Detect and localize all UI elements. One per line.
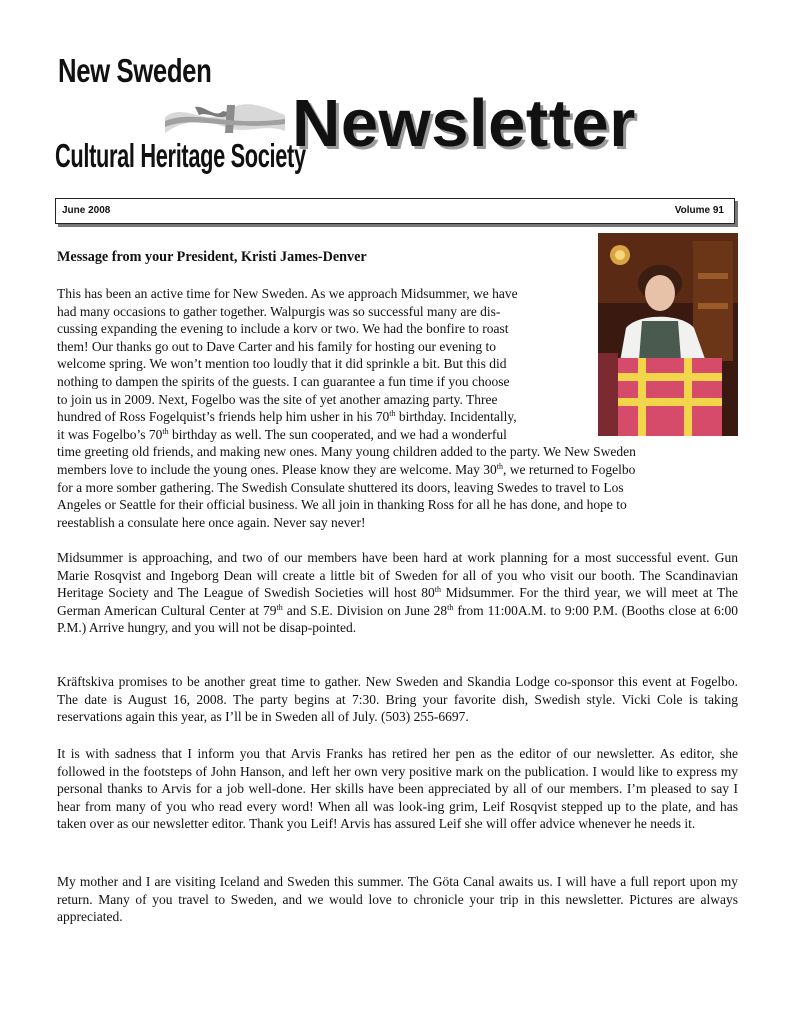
paragraph-text: from 11:00A.M. to 9:00 P.M. (Booths close at 6:00 P.M.) Arrive hungry, and you will not be disap-pointed. — [57, 602, 738, 636]
paragraph-text: Midsummer. For the third year, we will meet at The German American Cultural Center at 79 — [57, 585, 738, 618]
issue-bar — [55, 198, 735, 224]
superscript: th — [434, 585, 441, 595]
paragraph-line: to join us in 2009. Next, Fogelbo was the site of yet another amazing party. Three — [57, 391, 498, 407]
line-text: hundred of Ross Fogelquist’s friends help him usher in his 70 — [57, 409, 390, 425]
paragraph-text: Midsummer is approaching, and two of our members have been hard at work planning for a most successful event. Gun Marie Rosqvist and Ingeborg Dean will create a little bit of Sweden for all of you who visit our booth. The Scandinavian Heritage Society and The League of Swedish Societies will host 80 — [57, 550, 738, 601]
society-logo — [55, 52, 306, 192]
paragraph-line: nothing to dampen the spirits of the guests. I can guarantee a fun time if you choose — [57, 373, 510, 389]
article-paragraph-4: It is with sadness that I inform you that Arvis Franks has retired her pen as the editor of our newsletter. As editor, she followed in the footsteps of John Hanson, and left her own very positive mark on the publication. I would like to express my personal thanks to Arvis for a job well-done. Her skills have been appreciated by all of our members. I’m pleased to say I hear from many of you who read every word! When all was look-ing grim, Leif Rosqvist stepped up to the plate, and has taken over as our newsletter editor. Thank you Leif! Arvis has assured Leif she will offer advice whenever he needs it. — [57, 746, 738, 832]
paragraph-line: reestablish a consulate here once again. Never say never! — [57, 514, 366, 530]
paragraph-line: cussing expanding the evening to include a korv or two. We had the bonfire to roast — [57, 321, 509, 337]
paragraph-line — [57, 426, 590, 444]
superscript: th — [496, 461, 503, 471]
superscript: th — [162, 426, 169, 436]
issue-volume: Volume 91 — [674, 205, 724, 216]
line-text: it was Fogelbo’s 70 — [57, 426, 163, 442]
article-heading: Message from your President, Kristi James-Denver — [57, 249, 367, 265]
superscript: th — [447, 602, 454, 612]
issue-date: June 2008 — [62, 205, 111, 216]
paragraph-line: Angeles or Seattle for their official business. We all join in thanking Ross for all he has done, and hope to — [57, 497, 627, 513]
flag-graphic — [165, 97, 285, 137]
paragraph-line: them! Our thanks go out to Dave Carter and his family for hosting our evening to — [57, 338, 497, 354]
line-text: birthday as well. The sun cooperated, and we had a wonderful — [168, 426, 507, 442]
paragraph-text: and S.E. Division on June 28 — [282, 602, 448, 618]
logo-text-cultural-heritage: Cultural Heritage Society — [55, 137, 306, 174]
logo-text-new-sweden: New Sweden — [58, 52, 212, 89]
article-paragraph-2 — [57, 549, 738, 637]
article-paragraph-3: Kräftskiva promises to be another great time to gather. New Sweden and Skandia Lodge co-sponsor this event at Fogelbo. The date is August 16, 2008. The party begins at 7:30. Bring your favorite dish, Swedish style. Vicki Cole is taking reservations again this year, as I’ll be in Sweden all of July. (503) 255-6697. — [57, 674, 738, 725]
article-paragraph-1 — [57, 285, 636, 531]
paragraph-line — [57, 408, 590, 426]
newsletter-title: Newsletter — [292, 86, 636, 161]
paragraph-line: had many occasions to gather together. Walpurgis was so successful many are dis- — [57, 303, 501, 319]
line-text: members love to include the young ones. Please know they are welcome. May 30 — [57, 461, 497, 477]
paragraph-line: time greeting old friends, and making new ones. Many young children added to the party. We New Sweden — [57, 444, 636, 460]
paragraph-line: welcome spring. We won’t mention too loudly that it did sprinkle a bit. But this did — [57, 356, 507, 372]
paragraph-line: This has been an active time for New Sweden. As we approach Midsummer, we have — [57, 286, 518, 301]
superscript: th — [276, 602, 283, 612]
article-paragraph-5: My mother and I are visiting Iceland and Sweden this summer. The Göta Canal awaits us. I will have a full report upon my return. Many of you travel to Sweden, and we would love to chronicle your trip in this newsletter. Pictures are always appreciated. — [57, 874, 738, 925]
paragraph-line: for a more somber gathering. The Swedish Consulate shuttered its doors, leaving Swedes to travel to Los — [57, 479, 624, 495]
paragraph-line — [57, 461, 636, 479]
line-text: , we returned to Fogelbo — [503, 461, 636, 477]
line-text: birthday. Incidentally, — [395, 409, 517, 425]
superscript: th — [389, 409, 396, 419]
